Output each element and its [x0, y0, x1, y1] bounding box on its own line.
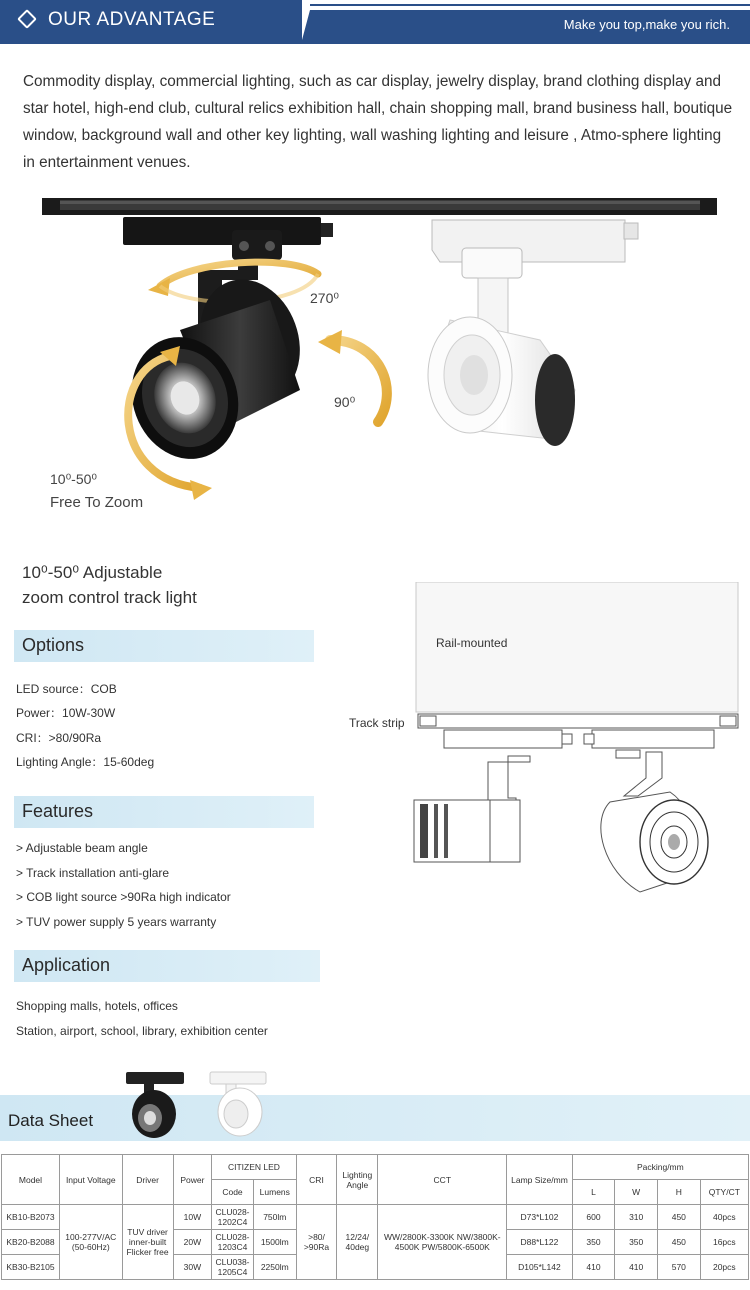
rotation-270-label: 270⁰	[310, 290, 339, 306]
subtitle-line-2: zoom control track light	[22, 588, 197, 607]
datasheet-title: Data Sheet	[8, 1111, 94, 1130]
intro-paragraph: Commodity display, commercial lighting, such as car display, jewelry display, brand clothing display and star hotel, high-end club, cultural relics exhibition hall, chain shopping mall, brand business hall, boutique window, background wall and other key lighting, wall washing lighting and leisure , Atmo-sphere lighting in entertainment venues.	[23, 73, 733, 171]
options-heading-bar	[14, 630, 314, 662]
cell-lumens: 750lm	[253, 1205, 296, 1230]
features-item: > Track installation anti-glare	[16, 866, 170, 880]
header-input-voltage: Input Voltage	[59, 1155, 122, 1205]
cell-code: CLU028-1203C4	[212, 1230, 254, 1255]
header-driver: Driver	[122, 1155, 173, 1205]
header-qty: QTY/CT	[700, 1180, 748, 1205]
cell-h: 450	[657, 1230, 700, 1255]
features-item: > TUV power supply 5 years warranty	[16, 915, 217, 929]
installation-line-drawing	[340, 582, 750, 902]
header-model: Model	[2, 1155, 60, 1205]
cell-voltage: 100-277V/AC (50-60Hz)	[59, 1205, 122, 1280]
cell-size: D88*L122	[507, 1230, 572, 1255]
cell-lumens: 2250lm	[253, 1255, 296, 1280]
header-title: OUR ADVANTAGE	[48, 9, 216, 30]
options-item: Lighting Angle：15-60deg	[16, 755, 155, 769]
application-item: Station, airport, school, library, exhibition center	[16, 1024, 268, 1038]
cell-h: 450	[657, 1205, 700, 1230]
header-underline	[0, 40, 750, 44]
track-strip-label: Track strip	[349, 716, 405, 730]
header-w: W	[615, 1180, 658, 1205]
cell-power: 20W	[173, 1230, 212, 1255]
options-item: Power：10W-30W	[16, 706, 116, 720]
datasheet-lamp-thumbnails	[120, 1066, 290, 1146]
table-header-row	[2, 1155, 749, 1180]
header-lamp-size: Lamp Size/mm	[507, 1155, 572, 1205]
cell-h: 570	[657, 1255, 700, 1280]
installation-drawing	[340, 582, 750, 902]
features-heading: Features	[22, 801, 94, 821]
header-citizen-led: CITIZEN LED	[212, 1155, 297, 1180]
section-header	[0, 0, 750, 44]
features-item: > Adjustable beam angle	[16, 841, 148, 855]
header-top-line	[310, 4, 750, 6]
cell-model: KB10-B2073	[2, 1205, 60, 1230]
cell-model: KB20-B2088	[2, 1230, 60, 1255]
cell-l: 410	[572, 1255, 615, 1280]
cell-l: 600	[572, 1205, 615, 1230]
cell-w: 310	[615, 1205, 658, 1230]
cell-power: 10W	[173, 1205, 212, 1230]
cell-power: 30W	[173, 1255, 212, 1280]
cell-w: 410	[615, 1255, 658, 1280]
cell-size: D73*L102	[507, 1205, 572, 1230]
options-heading: Options	[22, 635, 85, 655]
cell-cri: >80/ >90Ra	[296, 1205, 337, 1280]
features-heading-bar	[14, 796, 314, 828]
cell-l: 350	[572, 1230, 615, 1255]
header-slogan: Make you top,make you rich.	[563, 17, 730, 32]
cell-qty: 20pcs	[700, 1255, 748, 1280]
features-item: > COB light source >90Ra high indicator	[16, 890, 231, 904]
rail-mounted-label: Rail-mounted	[436, 636, 508, 650]
cell-w: 350	[615, 1230, 658, 1255]
header-lumens: Lumens	[253, 1180, 296, 1205]
header-cct: CCT	[378, 1155, 507, 1205]
cell-lumens: 1500lm	[253, 1230, 296, 1255]
zoom-text-label: Free To Zoom	[50, 494, 144, 511]
cell-code: CLU028-1202C4	[212, 1205, 254, 1230]
cell-angle: 12/24/ 40deg	[337, 1205, 378, 1280]
rotation-90-label: 90⁰	[334, 394, 356, 410]
subtitle-line-1: 10⁰-50⁰ Adjustable	[22, 563, 163, 582]
header-packing: Packing/mm	[572, 1155, 748, 1180]
cell-code: CLU038-1205C4	[212, 1255, 254, 1280]
application-heading-bar	[14, 950, 320, 982]
header-code: Code	[212, 1180, 254, 1205]
cell-size: D105*L142	[507, 1255, 572, 1280]
product-subtitle	[22, 560, 197, 610]
header-cri: CRI	[296, 1155, 337, 1205]
product-illustration	[0, 190, 750, 530]
application-heading: Application	[22, 955, 111, 975]
header-h: H	[657, 1180, 700, 1205]
table-row	[2, 1205, 749, 1230]
cell-cct: WW/2800K-3300K NW/3800K-4500K PW/5800K-6500K	[378, 1205, 507, 1280]
datasheet-table	[1, 1154, 749, 1280]
header-lighting-angle: Lighting Angle	[337, 1155, 378, 1205]
cell-model: KB30-B2105	[2, 1255, 60, 1280]
options-item: LED source：COB	[16, 682, 117, 696]
header-l: L	[572, 1180, 615, 1205]
options-item: CRI：>80/90Ra	[16, 731, 102, 745]
cell-qty: 40pcs	[700, 1205, 748, 1230]
track-lights-illustration	[0, 190, 750, 530]
cell-qty: 16pcs	[700, 1230, 748, 1255]
datasheet-heading-bar	[0, 1095, 750, 1141]
cell-driver: TUV driver inner-built Flicker free	[122, 1205, 173, 1280]
application-item: Shopping malls, hotels, offices	[16, 999, 178, 1013]
zoom-range-label: 10⁰-50⁰	[50, 471, 98, 487]
header-power: Power	[173, 1155, 212, 1205]
